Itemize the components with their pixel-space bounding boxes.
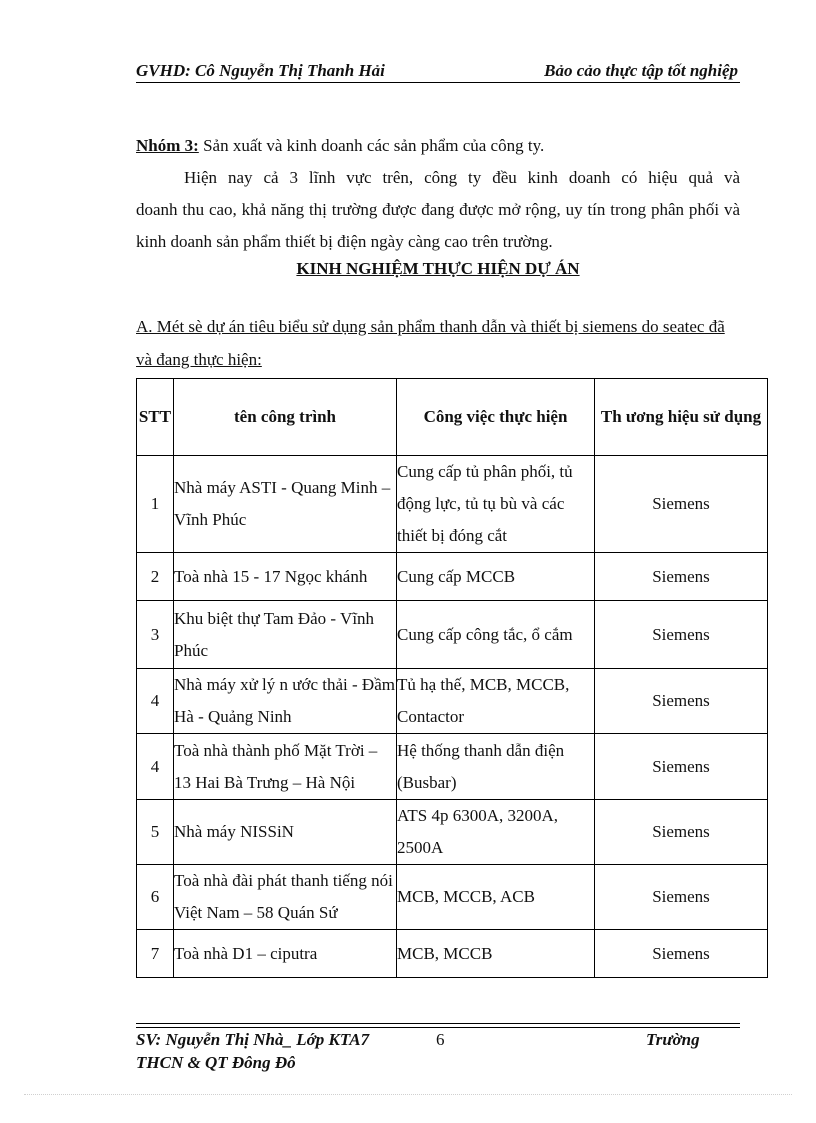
intro-line-1: Hiện nay cả 3 lĩnh vực trên, công ty đều kinh doanh có hiệu quả và (184, 168, 740, 187)
cell-name: Toà nhà đài phát thanh tiếng nói Việt Nam – 58 Quán Sứ (174, 865, 397, 930)
group-3-line (136, 130, 740, 162)
cell-name: Toà nhà 15 - 17 Ngọc khánh (174, 553, 397, 601)
projects-table (136, 378, 768, 978)
footer-student: SV: Nguyễn Thị Nhà_ Lớp KTA7 (136, 1030, 370, 1049)
header-advisor: GVHD: Cô Nguyễn Thị Thanh Hải (136, 61, 385, 80)
cell-work: MCB, MCCB (397, 930, 595, 978)
footer-rule-top (136, 1023, 740, 1024)
cell-work: ATS 4p 6300A, 3200A, 2500A (397, 800, 595, 865)
cell-name: Khu biệt thự Tam Đảo - Vĩnh Phúc (174, 601, 397, 669)
cell-brand: Siemens (595, 865, 768, 930)
table-row (137, 553, 768, 601)
col-header-work: Công việc thực hiện (397, 379, 595, 456)
footer-school-name: THCN & QT Đông Đô (136, 1053, 296, 1072)
cell-brand: Siemens (595, 553, 768, 601)
table-header-row (137, 379, 768, 456)
group-label: Nhóm 3: (136, 136, 199, 155)
table-row (137, 800, 768, 865)
cell-stt: 5 (137, 800, 174, 865)
footer-school-label: Trường (646, 1030, 700, 1049)
intro-rest: doanh thu cao, khả năng thị trường được đang được mở rộng, uy tín trong phân phối và kinh doanh sản phẩm thiết bị điện ngày càng cao trên trường. (136, 200, 740, 251)
page-edge-dots (24, 1094, 792, 1095)
table-row (137, 669, 768, 734)
table-row (137, 930, 768, 978)
intro-paragraph (136, 162, 740, 258)
cell-brand: Siemens (595, 456, 768, 553)
cell-work: Hệ thống thanh dẫn điện (Busbar) (397, 734, 595, 800)
cell-work: Cung cấp công tắc, ổ cắm (397, 601, 595, 669)
cell-stt: 7 (137, 930, 174, 978)
col-header-name: tên công trình (174, 379, 397, 456)
footer-rule-bottom (136, 1027, 740, 1028)
col-header-brand: Th ương hiệu sử dụng (595, 379, 768, 456)
cell-work: Cung cấp MCCB (397, 553, 595, 601)
cell-stt: 4 (137, 669, 174, 734)
header-report-title: Bảo cảo thực tập tốt nghiệp (544, 61, 738, 80)
cell-name: Nhà máy xử lý n ước thải - Đầm Hà - Quảng Ninh (174, 669, 397, 734)
cell-name: Nhà máy NISSiN (174, 800, 397, 865)
cell-brand: Siemens (595, 930, 768, 978)
cell-stt: 2 (137, 553, 174, 601)
cell-name: Nhà máy ASTI - Quang Minh – Vĩnh Phúc (174, 456, 397, 553)
subheading: A. Mét sè dự án tiêu biểu sử dụng sản phẩm thanh dẫn và thiết bị siemens do seatec đã và đang thực hiện: (136, 317, 725, 369)
table-row (137, 601, 768, 669)
cell-work: MCB, MCCB, ACB (397, 865, 595, 930)
cell-stt: 3 (137, 601, 174, 669)
cell-work: Cung cấp tủ phân phối, tủ động lực, tủ tụ bù và các thiết bị đóng cắt (397, 456, 595, 553)
cell-name: Toà nhà D1 – ciputra (174, 930, 397, 978)
cell-work: Tủ hạ thế, MCB, MCCB, Contactor (397, 669, 595, 734)
cell-stt: 6 (137, 865, 174, 930)
table-row (137, 734, 768, 800)
cell-stt: 4 (137, 734, 174, 800)
cell-brand: Siemens (595, 669, 768, 734)
col-header-stt: STT (137, 379, 174, 456)
table-row (137, 865, 768, 930)
table-row (137, 456, 768, 553)
cell-brand: Siemens (595, 601, 768, 669)
cell-name: Toà nhà thành phố Mặt Trời – 13 Hai Bà Trưng – Hà Nội (174, 734, 397, 800)
section-heading: KINH NGHIỆM THỰC HIỆN DỰ ÁN (296, 259, 580, 278)
cell-brand: Siemens (595, 734, 768, 800)
cell-brand: Siemens (595, 800, 768, 865)
group-text: Sản xuất và kinh doanh các sản phẩm của công ty. (198, 136, 545, 155)
header-rule (136, 82, 740, 83)
page-number: 6 (436, 1030, 445, 1049)
cell-stt: 1 (137, 456, 174, 553)
